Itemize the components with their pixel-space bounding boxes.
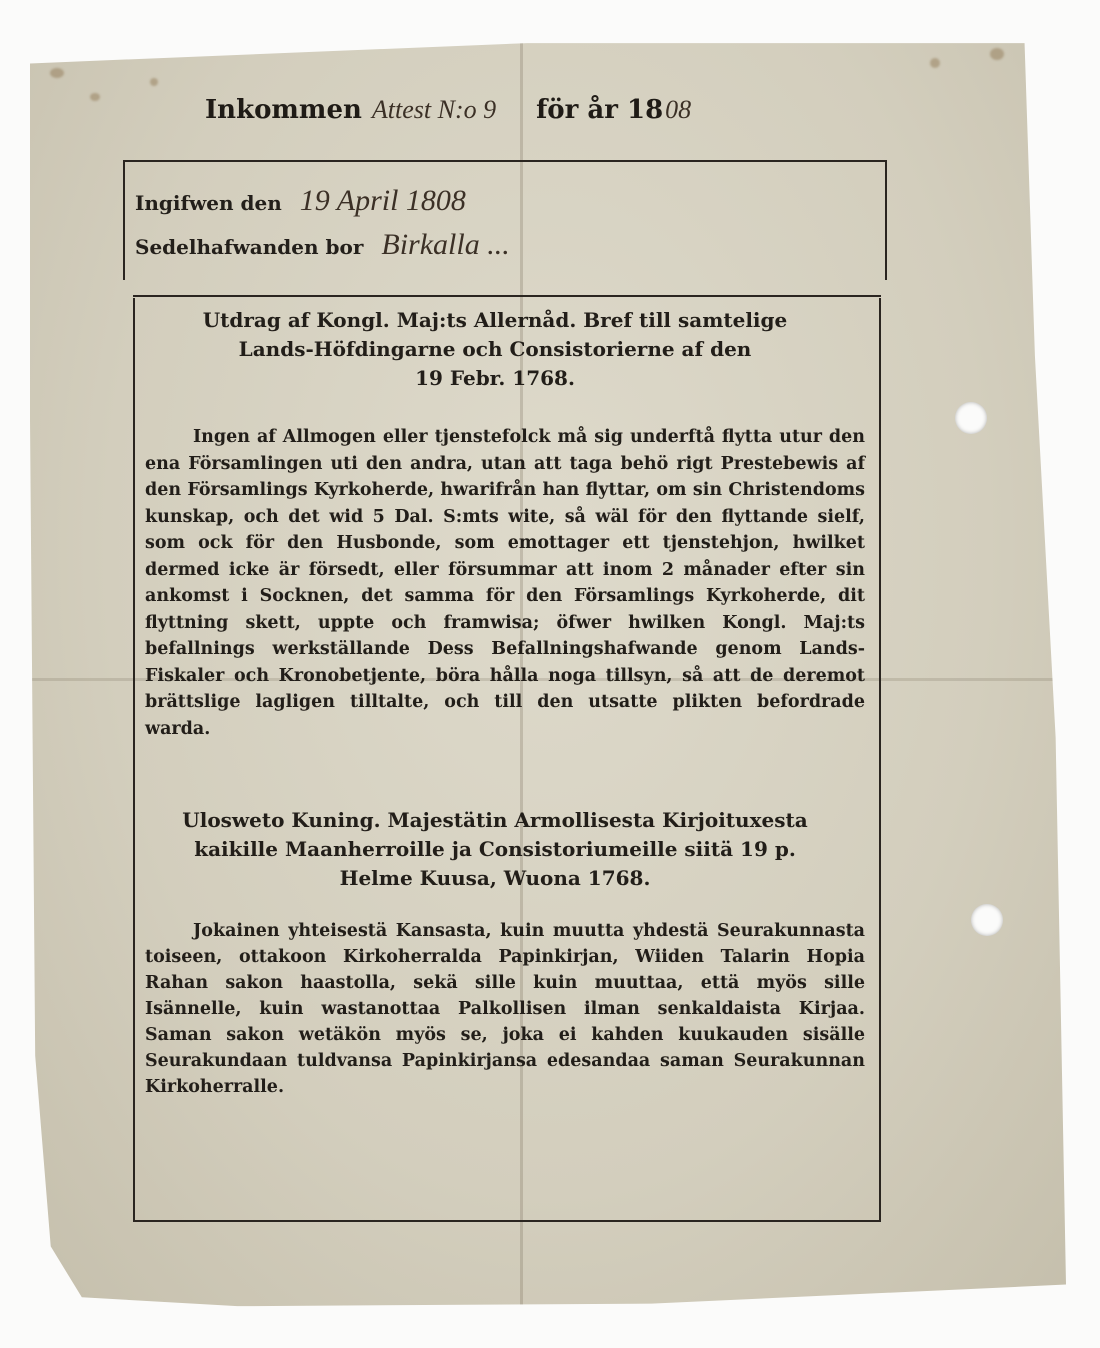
finnish-title-line: Ulosweto Kuning. Majestätin Armollisesta Kirjoituxesta — [182, 808, 808, 832]
submission-date-row — [135, 184, 466, 218]
swedish-title — [165, 306, 825, 393]
swedish-title-line: Lands-Höfdingarne och Consistorierne af den — [238, 337, 752, 361]
stain — [1030, 98, 1038, 106]
residence-row — [135, 228, 510, 262]
finnish-title-line: Helme Kuusa, Wuona 1768. — [339, 866, 651, 890]
swedish-title-line: 19 Febr. 1768. — [415, 366, 575, 390]
info-box — [123, 160, 887, 280]
submission-date-label: Ingifwen den — [135, 191, 282, 215]
swedish-title-line: Utdrag af Kongl. Maj:ts Allernåd. Bref till samtelige — [202, 308, 788, 332]
document-header — [205, 95, 825, 139]
stain — [990, 48, 1004, 60]
stain — [150, 78, 158, 86]
swedish-body: Ingen af Allmogen eller tjenstefolck må sig underftå flytta utur den ena Församlingen uti den andra, utan att taga behö rigt Prestebewis af den Församlings Kyrkoherde, hwarifrån han flyttar, om sin Christendoms kunskap, och det wid 5 Dal. S:mts wite, så wäl för den flyttande sielf, som ock för den Husbonde, som emottager ett tjenstehjon, hwilket dermed icke är försedt, eller försummar att inom 2 månader efter sin ankomst i Socknen, det samma för den Församlings Kyrkoherde, dit flyttning skett, uppte och framwisa; öfwer hwilken Kongl. Maj:ts befallnings werkställande Dess Befallningshafwande genom Lands-Fiskaler och Kronobetjente, böra hålla noga tillsyn, så att de deremot brättslige lagligen tilltalte, och till den utsatte plikten befordrade warda. — [145, 427, 865, 739]
document-frame — [123, 160, 883, 1220]
stain — [50, 68, 64, 78]
residence-label: Sedelhafwanden bor — [135, 235, 364, 259]
stain — [930, 58, 940, 68]
finnish-title — [165, 806, 825, 893]
header-printed-label: Inkommen — [205, 95, 362, 125]
header-year-handwritten: 08 — [665, 95, 692, 124]
stain — [90, 93, 100, 101]
text-frame — [133, 298, 881, 1222]
punch-hole — [955, 402, 987, 434]
header-attest-number: Attest N:o 9 — [371, 95, 497, 124]
divider-rule — [133, 295, 881, 297]
finnish-body: Jokainen yhteisestä Kansasta, kuin muutta yhdestä Seurakunnasta toiseen, ottakoon Kirkoherralda Papinkirjan, Wiiden Talarin Hopia Rahan sakon haastolla, sekä sille kuin muuttaa, että myös sille Isännelle, kuin wastanottaa Palkollisen ilman senkaldaista Kirjaa. Saman sakon wetäkön myös se, joka ei kahden kuukauden sisälle Seurakundaan tuldvansa Papinkirjansa edesandaa saman Seurakunnan Kirkoherralle. — [145, 921, 865, 1097]
submission-date-value: 19 April 1808 — [299, 184, 466, 217]
header-year-label: för år 18 — [536, 95, 664, 125]
residence-value: Birkalla ... — [381, 228, 510, 261]
finnish-title-line: kaikille Maanherroille ja Consistoriumeille siitä 19 p. — [194, 837, 796, 861]
punch-hole — [971, 904, 1003, 936]
